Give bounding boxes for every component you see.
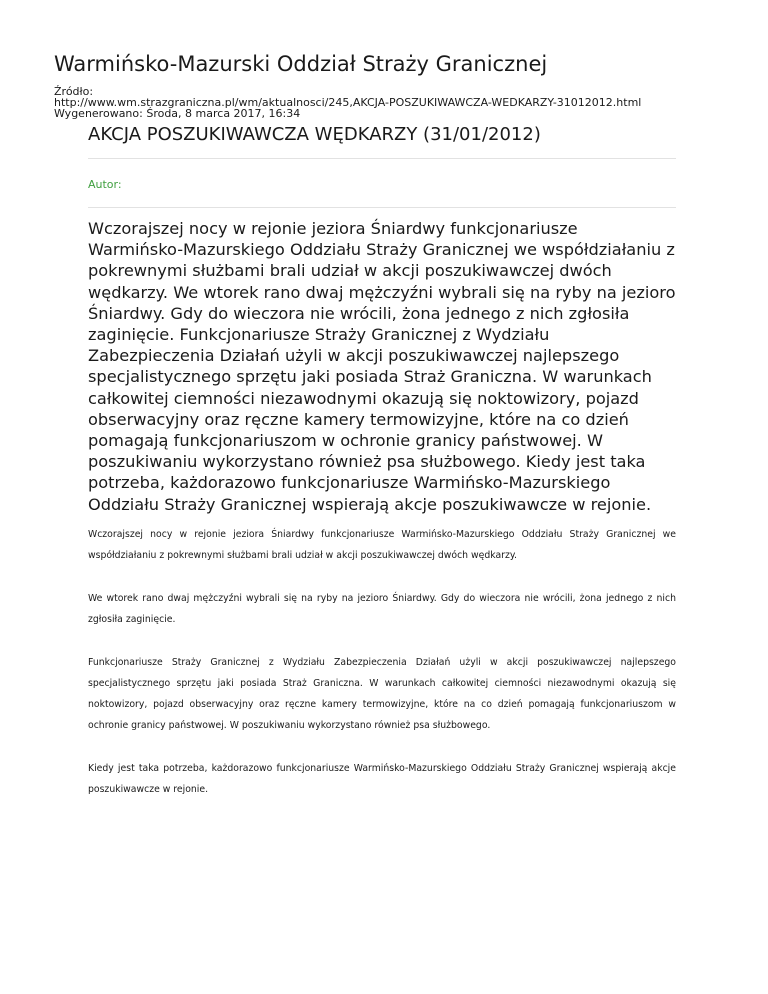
article-title: AKCJA POSZUKIWAWCZA WĘDKARZY (31/01/2012) (88, 124, 541, 145)
title-divider (88, 158, 676, 159)
author-label: Autor: (88, 178, 122, 191)
author-divider (88, 207, 676, 208)
body-paragraph: Funkcjonariusze Straży Granicznej z Wydziału Zabezpieczenia Działań użyli w akcji poszukiwawczej najlepszego specjalistycznego sprzętu jaki posiada Straż Graniczna. W warunkach całkowitej ciemności niezawodnymi okazują się noktowizory, pojazd obserwacyjny oraz ręczne kamery termowizyjne, które na co dzień pomagają funkcjonariuszom w ochronie granicy państwowej. W poszukiwaniu wykorzystano również psa służbowego. (88, 657, 676, 731)
article-lead: Wczorajszej nocy w rejonie jeziora Śniardwy funkcjonariusze Warmińsko-Mazurskiego Oddziału Straży Granicznej we współdziałaniu z pokrewnymi służbami brali udział w akcji poszukiwawczej dwóch wędkarzy. We wtorek rano dwaj mężczyźni wybrali się na ryby na jezioro Śniardwy. Gdy do wieczora nie wrócili, żona jednego z nich zgłosiła zaginięcie. Funkcjonariusze Straży Granicznej z Wydziału Zabezpieczenia Działań użyli w akcji poszukiwawczej najlepszego specjalistycznego sprzętu jaki posiada Straż Graniczna. W warunkach całkowitej ciemności niezawodnymi okazują się noktowizory, pojazd obserwacyjny oraz ręczne kamery termowizyjne, które na co dzień pomagają funkcjonariuszom w ochronie granicy państwowej. W poszukiwaniu wykorzystano również psa służbowego. Kiedy jest taka potrzeba, każdorazowo funkcjonariusze Warmińsko-Mazurskiego Oddziału Straży Granicznej wspierają akcje poszukiwawcze w rejonie. (88, 219, 676, 514)
generated-timestamp: Wygenerowano: Środa, 8 marca 2017, 16:34 (54, 107, 301, 120)
article-body (88, 524, 676, 822)
source-label: Źródło: (54, 85, 94, 98)
article (88, 124, 676, 795)
source-url[interactable]: http://www.wm.strazgraniczna.pl/wm/aktualnosci/245,AKCJA-POSZUKIWAWCZA-WEDKARZY-31012012.html (54, 96, 642, 109)
body-paragraph: Kiedy jest taka potrzeba, każdorazowo funkcjonariusze Warmińsko-Mazurskiego Oddziału Straży Granicznej wspierają akcje poszukiwawcze w rejonie. (88, 763, 676, 795)
document-meta (54, 86, 641, 119)
site-title: Warmińsko-Mazurski Oddział Straży Granicznej (54, 52, 548, 76)
body-paragraph: Wczorajszej nocy w rejonie jeziora Śniardwy funkcjonariusze Warmińsko-Mazurskiego Oddziału Straży Granicznej we współdziałaniu z pokrewnymi służbami brali udział w akcji poszukiwawczej dwóch wędkarzy. (88, 529, 676, 561)
body-paragraph: We wtorek rano dwaj mężczyźni wybrali się na ryby na jezioro Śniardwy. Gdy do wieczora nie wrócili, żona jednego z nich zgłosiła zaginięcie. (88, 593, 676, 625)
